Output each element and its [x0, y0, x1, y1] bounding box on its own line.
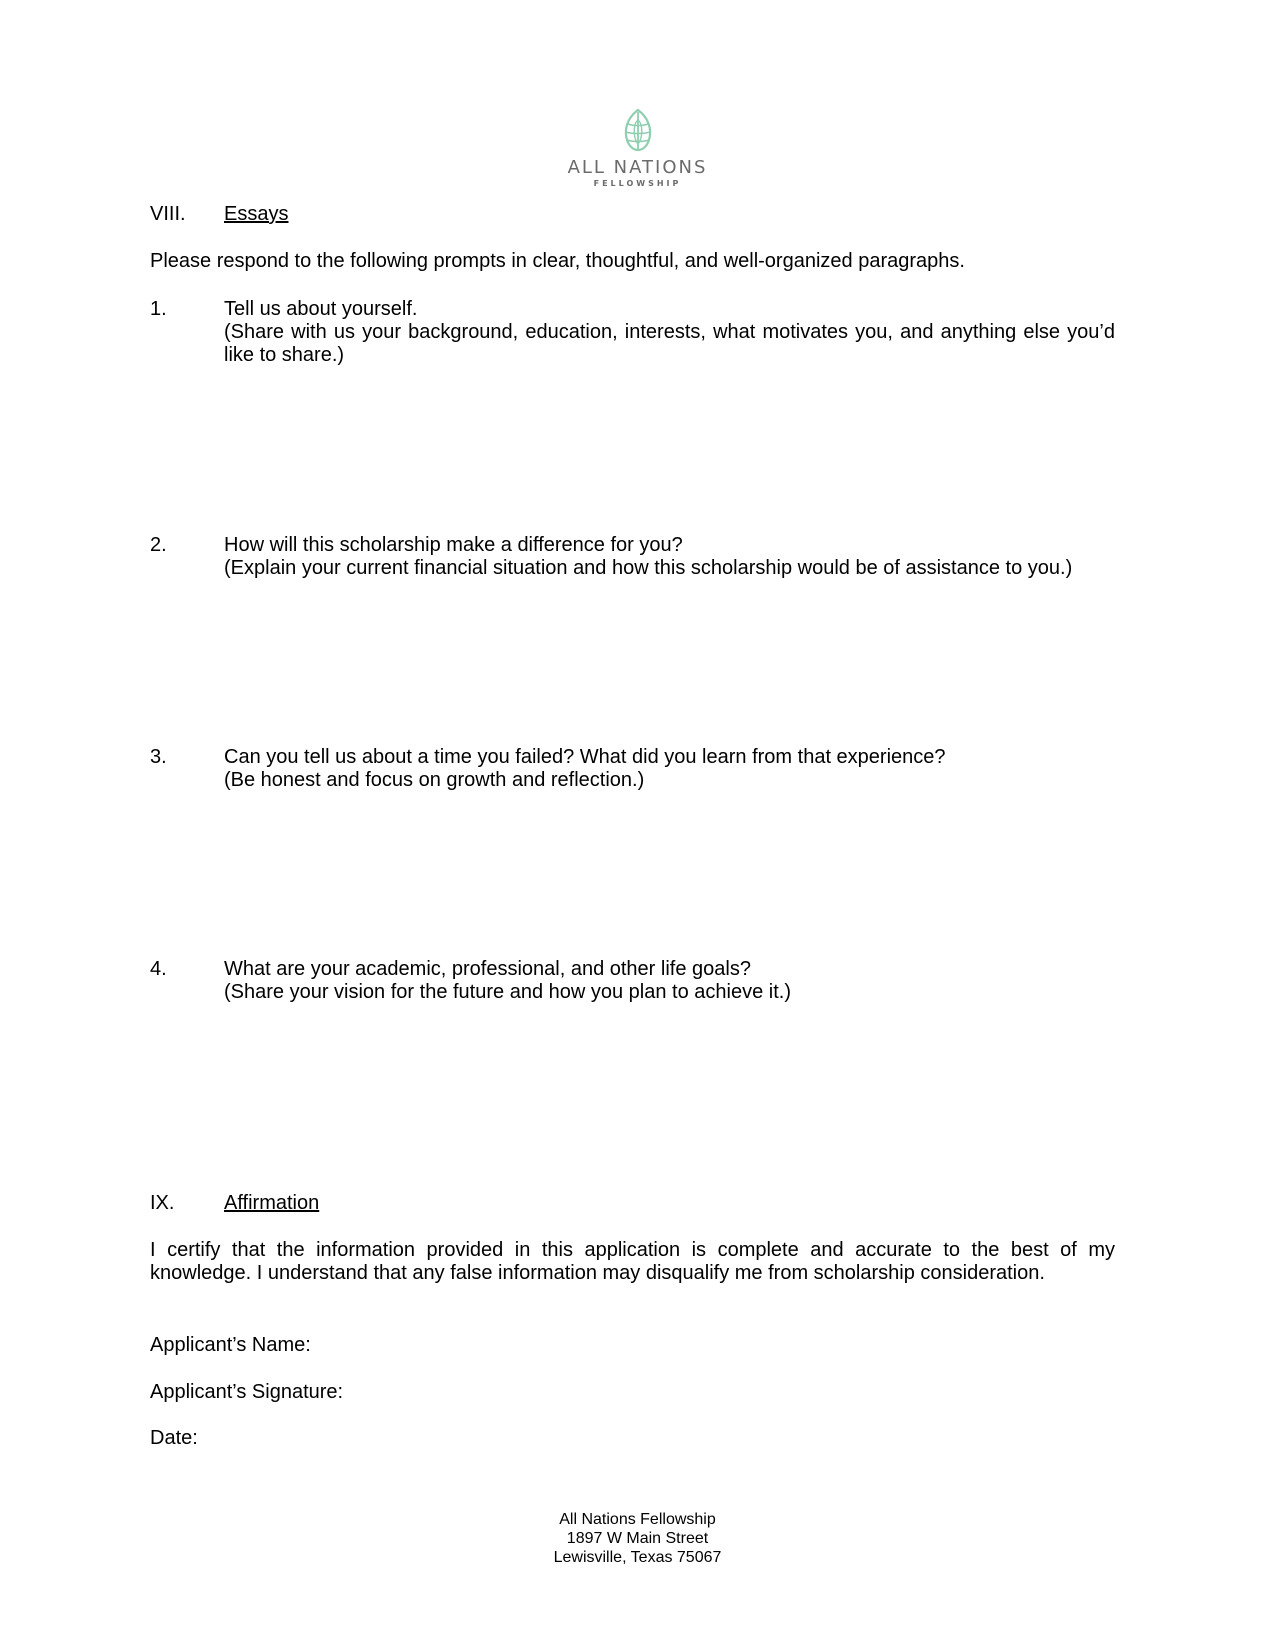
page-footer	[0, 1510, 1275, 1567]
applicant-signature-field: Applicant’s Signature:	[150, 1381, 344, 1403]
section-number: VIII.	[150, 203, 186, 225]
section-title: Essays	[224, 203, 289, 225]
essay-prompt	[224, 958, 1115, 1004]
prompt-number: 1.	[150, 298, 167, 320]
section-title: Affirmation	[224, 1192, 320, 1214]
prompt-question: Tell us about yourself.	[224, 298, 418, 320]
prompt-question: Can you tell us about a time you failed? What did you learn from that experience?	[224, 746, 946, 768]
logo-subtitle: FELLOWSHIP	[593, 179, 682, 188]
affirmation-statement: I certify that the information provided in this application is complete and accurate to the best of my knowledge. I understand that any false information may disqualify me from scholarship consideration.	[150, 1239, 1115, 1284]
essay-prompt	[224, 298, 1115, 367]
date-field: Date:	[150, 1427, 198, 1449]
prompt-hint: (Share with us your background, education, interests, what motivates you, and anything else you’d like to share.)	[224, 321, 1115, 366]
prompt-hint: (Explain your current financial situation and how this scholarship would be of assistance to you.)	[224, 557, 1073, 579]
footer-street: 1897 W Main Street	[566, 1530, 709, 1547]
prompt-number: 3.	[150, 746, 167, 768]
essay-prompt	[224, 534, 1115, 580]
prompt-hint: (Be honest and focus on growth and reflection.)	[224, 769, 645, 791]
prompt-question: What are your academic, professional, and other life goals?	[224, 958, 751, 980]
prompt-hint: (Share your vision for the future and how you plan to achieve it.)	[224, 981, 791, 1003]
section-number: IX.	[150, 1192, 175, 1214]
applicant-name-field: Applicant’s Name:	[150, 1334, 311, 1356]
prompt-question: How will this scholarship make a difference for you?	[224, 534, 683, 556]
footer-org: All Nations Fellowship	[559, 1511, 716, 1528]
footer-city: Lewisville, Texas 75067	[553, 1549, 722, 1566]
logo-title: ALL NATIONS	[567, 157, 708, 178]
prompt-number: 4.	[150, 958, 167, 980]
organization-logo	[0, 108, 1275, 189]
essay-prompt	[224, 746, 1115, 792]
essay-instructions: Please respond to the following prompts in clear, thoughtful, and well-organized paragraphs.	[150, 250, 965, 272]
leaf-globe-icon	[623, 108, 653, 152]
prompt-number: 2.	[150, 534, 167, 556]
